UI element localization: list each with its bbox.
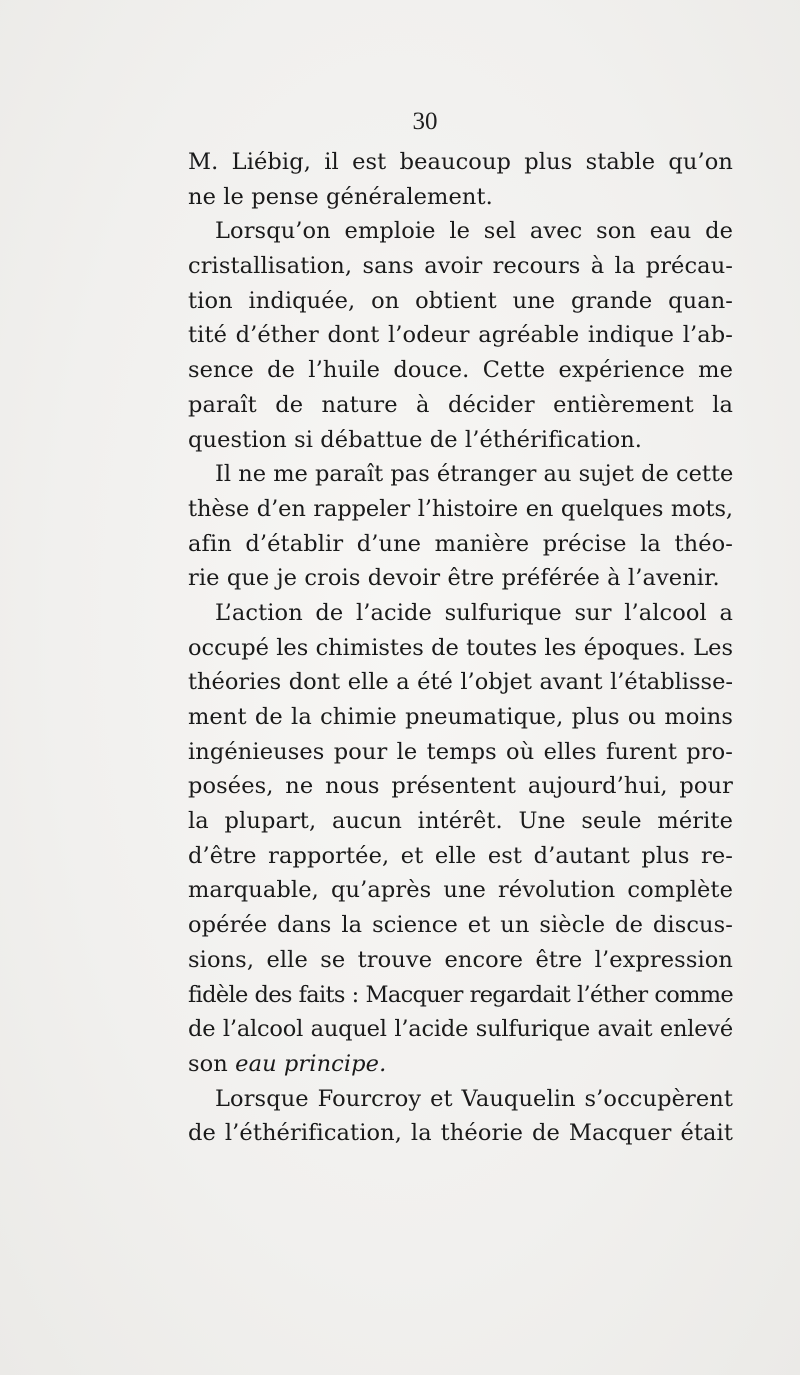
text-line (188, 457, 733, 492)
text-line (188, 561, 733, 596)
text-line-content: M. Liébig, il est beaucoup plus stable qu’on (188, 149, 733, 175)
text-line-content: théories dont elle a été l’objet avant l’établisse- (188, 669, 733, 696)
text-line-content: de l’alcool auquel l’acide sulfurique avait enlevé (188, 1016, 733, 1043)
text-line-content: de l’éthérification, la théorie de Macquer était (188, 1120, 733, 1147)
body-text (188, 145, 733, 1151)
text-line-content: sions, elle se trouve encore être l’expression (188, 946, 733, 973)
text-line-content: L’action de l’acide sulfurique sur l’alcool a (215, 599, 733, 626)
text-line (188, 492, 733, 527)
text-line (188, 631, 733, 666)
text-line (188, 180, 733, 215)
text-line (188, 908, 733, 943)
text-line (188, 249, 733, 284)
text-line (188, 943, 733, 978)
text-line (188, 700, 733, 735)
text-line (188, 214, 733, 249)
text-line-content: la plupart, aucun intérêt. Une seule mérite (188, 808, 733, 835)
text-line-content: ingénieuses pour le temps où elles furent pro- (188, 738, 733, 765)
text-line-content: tion indiquée, on obtient une grande quan- (188, 287, 733, 314)
text-line (188, 1012, 733, 1047)
text-line (188, 527, 733, 562)
text-line-content: ment de la chimie pneumatique, plus ou moins (188, 704, 733, 730)
text-line (188, 145, 733, 180)
text-line (188, 284, 733, 319)
text-line-content: opérée dans la science et un siècle de discus- (188, 912, 733, 939)
text-line-content: afin d’établir d’une manière précise la théo- (188, 530, 733, 557)
text-line-content: ne le pense généralement. (188, 183, 493, 210)
text-line-content: d’être rapportée, et elle est d’autant plus re- (188, 842, 733, 869)
text-line (188, 388, 733, 423)
text-line (188, 596, 733, 631)
text-line-content: Lorsqu’on emploie le sel avec son eau de (215, 218, 733, 245)
text-line (188, 1116, 733, 1151)
text-line (188, 1082, 733, 1117)
text-line-content: Il ne me paraît pas étranger au sujet de cette (215, 461, 734, 488)
text-line-content: posées, ne nous présentent aujourd’hui, pour (188, 773, 733, 800)
text-line-content: occupé les chimistes de toutes les époques. Les (188, 634, 733, 661)
text-line (188, 839, 733, 874)
text-line (188, 735, 733, 770)
text-line (188, 665, 733, 700)
text-line-content: thèse d’en rappeler l’histoire en quelques mots, (188, 495, 733, 522)
text-line-content: son (188, 1050, 228, 1077)
text-line (188, 978, 733, 1013)
text-line-content: Lorsque Fourcroy et Vauquelin s’occupèrent (215, 1085, 733, 1112)
text-line-content: question si débattue de l’éthérification. (188, 426, 643, 453)
text-line-content: cristallisation, sans avoir recours à la précau- (188, 253, 733, 280)
text-line (188, 873, 733, 908)
text-line (188, 423, 733, 458)
text-line (188, 353, 733, 388)
text-line-content: paraît de nature à décider entièrement la (188, 391, 733, 418)
text-line (188, 804, 733, 839)
text-line-content: sence de l’huile douce. Cette expérience me (188, 357, 733, 384)
text-line (188, 769, 733, 804)
text-line (188, 1047, 733, 1082)
text-line-content: rie que je crois devoir être préférée à l’avenir. (188, 565, 720, 592)
italic-phrase: eau principe. (235, 1050, 387, 1077)
text-line-content: marquable, qu’après une révolution complète (188, 877, 733, 904)
text-line-content: tité d’éther dont l’odeur agréable indique l’ab- (188, 322, 733, 349)
text-line (188, 318, 733, 353)
page-number: 30 (412, 108, 438, 135)
text-line-content: fidèle des faits : Macquer regardait l’éther comme (188, 981, 733, 1008)
